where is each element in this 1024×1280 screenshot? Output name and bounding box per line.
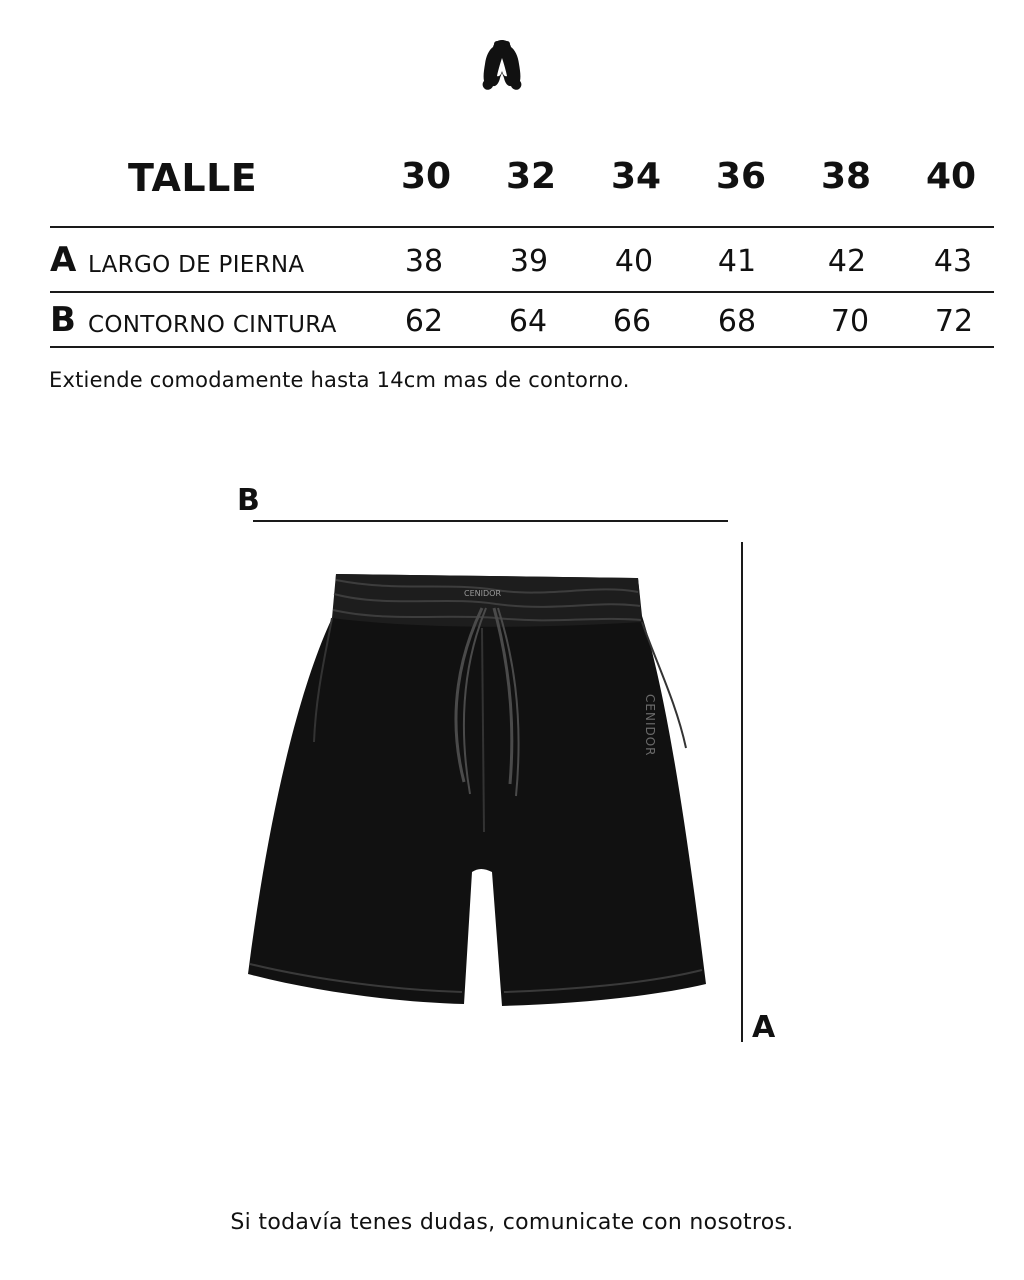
row-letter: B [50, 300, 76, 340]
table-cell: 43 [933, 244, 973, 279]
size-header: 30 [400, 156, 452, 197]
bear-logo-icon [478, 38, 526, 92]
table-cell: 72 [934, 304, 974, 339]
size-header: 32 [505, 156, 557, 197]
measure-b-line [253, 520, 728, 522]
table-title: TALLE [128, 156, 258, 200]
size-header: 36 [715, 156, 767, 197]
shorts-body [248, 574, 706, 1006]
size-header: 40 [925, 156, 977, 197]
table-row-contorno-cintura [50, 296, 994, 352]
table-divider [50, 291, 994, 293]
size-header: 34 [610, 156, 662, 197]
measure-a-line [741, 542, 743, 1042]
waistband-brand-text: CENIDOR [464, 589, 501, 598]
table-row-largo-pierna [50, 236, 994, 292]
measure-a-label: A [752, 1010, 776, 1045]
size-header: 38 [820, 156, 872, 197]
table-divider [50, 226, 994, 228]
table-cell: 41 [717, 244, 757, 279]
table-cell: 38 [404, 244, 444, 279]
row-label: CONTORNO CINTURA [88, 312, 337, 338]
table-cell: 66 [612, 304, 652, 339]
shorts-illustration [246, 572, 710, 1012]
table-divider [50, 346, 994, 348]
stretch-note: Extiende comodamente hasta 14cm mas de contorno. [49, 368, 630, 392]
measure-b-label: B [237, 483, 260, 518]
size-table [50, 150, 994, 340]
row-letter: A [50, 240, 77, 280]
table-cell: 40 [614, 244, 654, 279]
table-cell: 68 [717, 304, 757, 339]
table-cell: 42 [827, 244, 867, 279]
table-header-row [50, 150, 994, 226]
table-cell: 39 [509, 244, 549, 279]
row-label: LARGO DE PIERNA [88, 252, 305, 278]
contact-footer: Si todavía tenes dudas, comunicate con nosotros. [230, 1210, 794, 1235]
table-cell: 64 [508, 304, 548, 339]
table-cell: 70 [830, 304, 870, 339]
leg-brand-text: CENIDOR [643, 694, 657, 757]
table-cell: 62 [404, 304, 444, 339]
